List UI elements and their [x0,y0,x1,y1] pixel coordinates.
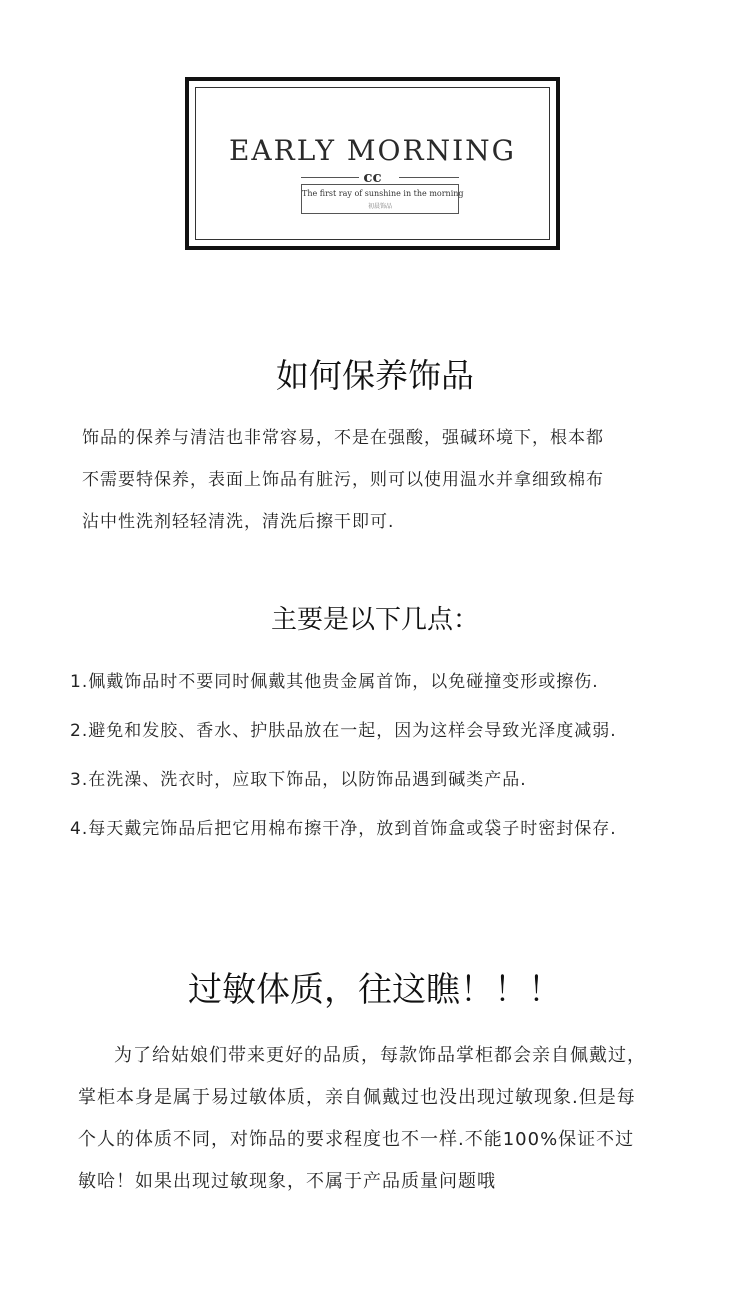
list-item: 4.每天戴完饰品后把它用棉布擦干净，放到首饰盒或袋子时密封保存. [70,819,617,839]
care-line: 沾中性洗剂轻轻清洗，清洗后擦干即可. [82,512,395,532]
allergy-title: 过敏体质，往这瞧！！！ [188,970,562,1010]
care-title: 如何保养饰品 [276,356,474,395]
logo-inner-frame [195,87,550,240]
logo-tagline: The first ray of sunshine in the morning [302,189,464,198]
allergy-paragraph [78,1035,646,1203]
list-item: 3.在洗澡、洗衣时，应取下饰品，以防饰品遇到碱类产品. [70,770,527,790]
logo-monogram: cc [363,168,382,186]
care-paragraph [82,417,604,543]
points-list [70,662,617,858]
brand-logo [185,77,560,250]
points-title: 主要是以下几点： [270,605,479,635]
logo-rule-right [399,177,459,178]
care-line: 饰品的保养与清洁也非常容易，不是在强酸，强碱环境下，根本都 [82,428,604,448]
care-line: 不需要特保养，表面上饰品有脏污，则可以使用温水并拿细致棉布 [82,470,604,490]
logo-brand-name: EARLY MORNING [228,134,517,167]
allergy-line: 个人的体质不同，对饰品的要求程度也不一样.不能100%保证不过 [78,1129,635,1150]
list-item: 1.佩戴饰品时不要同时佩戴其他贵金属首饰，以免碰撞变形或擦伤. [70,672,599,692]
logo-tagline-box [301,184,464,214]
list-item: 2.避免和发胶、香水、护肤品放在一起，因为这样会导致光泽度减弱. [70,721,617,741]
allergy-line: 掌柜本身是属于易过敏体质，亲自佩戴过也没出现过敏现象.但是每 [78,1087,636,1108]
allergy-line: 敏哈！如果出现过敏现象，不属于产品质量问题哦 [78,1171,496,1192]
allergy-line: 为了给姑娘们带来更好的品质，每款饰品掌柜都会亲自佩戴过， [114,1045,646,1066]
logo-tagline-cn: 初晨饰品 [367,203,392,210]
